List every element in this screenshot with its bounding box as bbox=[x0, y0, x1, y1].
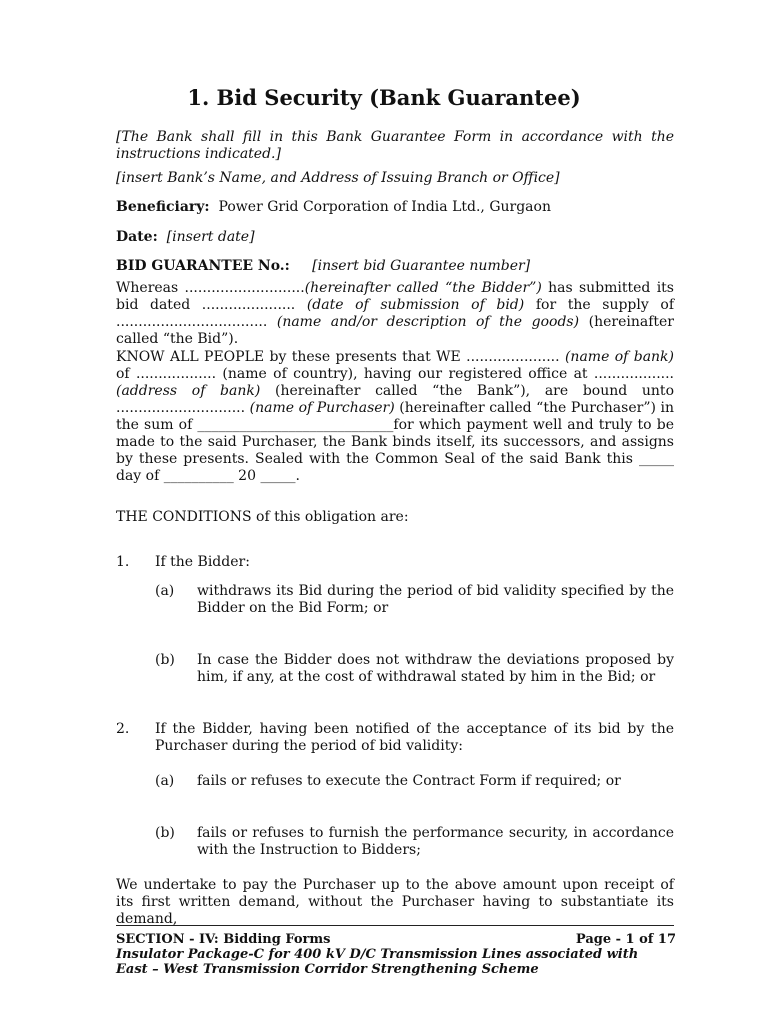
date-label: Date: bbox=[116, 229, 158, 245]
instruction-bank-name: [insert Bank’s Name, and Address of Issuing Branch or Office] bbox=[116, 170, 560, 186]
condition-text: If the Bidder: bbox=[155, 554, 250, 570]
instruction-fill-form: [The Bank shall fill in this Bank Guarantee Form in accordance with the instructions indicated.] bbox=[116, 129, 674, 162]
date-value: [insert date] bbox=[166, 229, 255, 245]
know-text: (hereinafter called “the Bank”), are bound unto ............................. bbox=[116, 383, 674, 416]
beneficiary-value: Power Grid Corporation of India Ltd., Gurgaon bbox=[218, 199, 551, 215]
beneficiary-line bbox=[116, 199, 674, 216]
footer-section: SECTION - IV: Bidding Forms bbox=[116, 932, 331, 947]
sub-item-text: fails or refuses to execute the Contract Form if required; or bbox=[197, 773, 621, 789]
know-text: of .................. (name of country), having our registered office at .................. bbox=[116, 366, 674, 382]
whereas-goods-note: (name and/or description of the goods) bbox=[276, 314, 580, 330]
whereas-date-note: (date of submission of bid) bbox=[306, 297, 525, 313]
know-address-note: (address of bank) bbox=[116, 383, 261, 399]
date-line bbox=[116, 229, 674, 246]
bid-guarantee-value: [insert bid Guarantee number] bbox=[312, 258, 531, 274]
footer-package-line: Insulator Package-C for 400 kV D/C Transmission Lines associated with bbox=[116, 947, 639, 962]
know-purchaser-note: (name of Purchaser) bbox=[249, 400, 395, 416]
know-bank-note: (name of bank) bbox=[564, 349, 674, 365]
bid-guarantee-line bbox=[116, 258, 674, 275]
know-text: (hereinafter called “the Purchaser”) in the sum of ____________________________for which payment well and truly to be made to the said Purchaser, the Bank binds itself, its successors, and assigns by these presents. Sealed with the Common Seal of the said Bank this _____ day of __________ 20 _____. bbox=[116, 400, 674, 484]
beneficiary-label: Beneficiary: bbox=[116, 199, 210, 215]
footer-page-number: Page - 1 of 17 bbox=[575, 932, 676, 947]
whereas-text: Whereas ........................... bbox=[116, 280, 305, 296]
sub-item-text: withdraws its Bid during the period of bid validity specified by the Bidder on the Bid Form; or bbox=[197, 583, 674, 616]
know-all-people-paragraph bbox=[116, 349, 674, 485]
footer-scheme-line: East – West Transmission Corridor Strengthening Scheme bbox=[116, 962, 539, 977]
condition-text: If the Bidder, having been notified of the acceptance of its bid by the Purchaser during the period of bid validity: bbox=[155, 721, 674, 754]
condition-number: 1. bbox=[116, 554, 130, 570]
sub-item-text: fails or refuses to furnish the performance security, in accordance with the Instruction to Bidders; bbox=[197, 825, 674, 858]
whereas-text: (hereinafter called “the Bid”). bbox=[116, 314, 674, 347]
sub-item-text: In case the Bidder does not withdraw the deviations proposed by him, if any, at the cost of withdrawal stated by him in the Bid; or bbox=[197, 652, 674, 685]
footer-divider bbox=[116, 925, 674, 926]
sub-item-label: (a) bbox=[155, 583, 175, 599]
undertake-paragraph: We undertake to pay the Purchaser up to the above amount upon receipt of its first written demand, without the Purchaser having to substantiate its demand, bbox=[116, 877, 674, 927]
know-text: KNOW ALL PEOPLE by these presents that WE ..................... bbox=[116, 349, 565, 365]
sub-item-label: (a) bbox=[155, 773, 175, 789]
conditions-heading: THE CONDITIONS of this obligation are: bbox=[116, 509, 409, 525]
condition-number: 2. bbox=[116, 721, 130, 737]
whereas-text: has submitted its bid dated ..................... bbox=[116, 280, 674, 313]
whereas-paragraph bbox=[116, 280, 674, 348]
whereas-bidder: (hereinafter called “the Bidder”) bbox=[304, 280, 542, 296]
footer bbox=[116, 932, 676, 977]
sub-item-label: (b) bbox=[155, 652, 175, 668]
whereas-text: for the supply of .................................. bbox=[116, 297, 674, 330]
bid-guarantee-label: BID GUARANTEE No.: bbox=[116, 258, 290, 274]
sub-item-label: (b) bbox=[155, 825, 175, 841]
page-title: 1. Bid Security (Bank Guarantee) bbox=[187, 85, 581, 110]
footer-section-row bbox=[116, 932, 676, 947]
